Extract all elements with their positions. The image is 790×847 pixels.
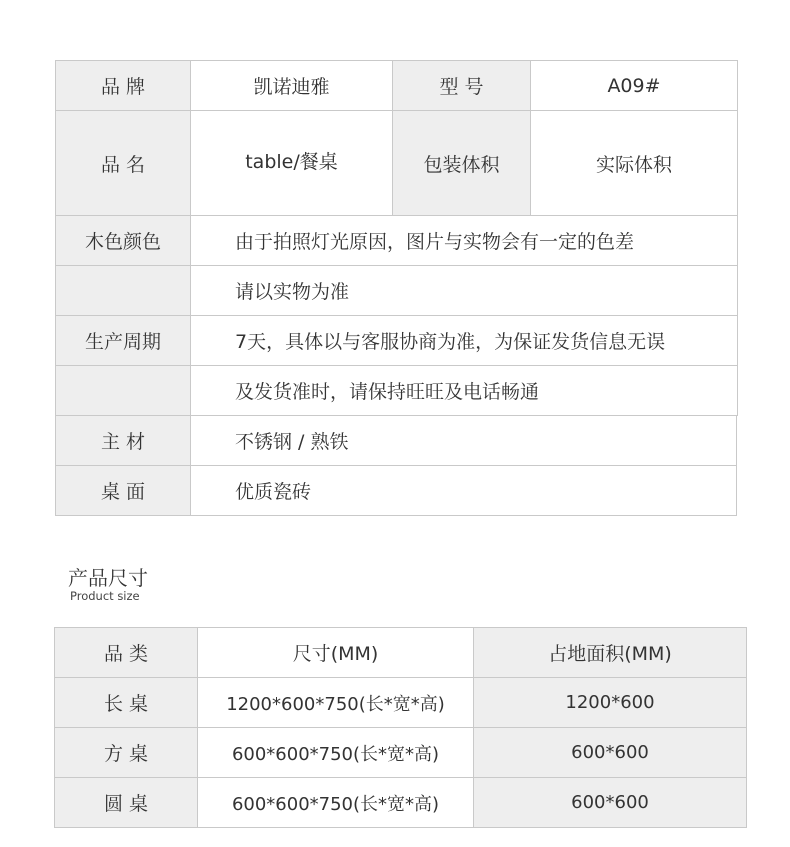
- header-dimensions: 尺寸(MM): [197, 627, 474, 678]
- wood-color-note-2: 请以实物为准: [190, 265, 738, 316]
- header-footprint: 占地面积(MM): [473, 627, 747, 678]
- header-category: 品 类: [54, 627, 198, 678]
- wood-color-label-continued: [55, 265, 191, 316]
- material-label: 主 材: [55, 415, 191, 466]
- row-category: 方 桌: [54, 727, 198, 778]
- name-value: table/餐桌: [190, 110, 393, 216]
- row-dimensions: 1200*600*750(长*宽*高): [197, 677, 474, 728]
- name-label: 品 名: [55, 110, 191, 216]
- brand-label: 品 牌: [55, 60, 191, 111]
- actual-volume-label: 实际体积: [530, 110, 738, 216]
- section-title: 产品尺寸: [68, 566, 148, 590]
- row-category: 圆 桌: [54, 777, 198, 828]
- row-dimensions: 600*600*750(长*宽*高): [197, 777, 474, 828]
- row-category: 长 桌: [54, 677, 198, 728]
- top-label: 桌 面: [55, 465, 191, 516]
- package-volume-label: 包装体积: [392, 110, 531, 216]
- row-dimensions: 600*600*750(长*宽*高): [197, 727, 474, 778]
- model-label: 型 号: [392, 60, 531, 111]
- wood-color-note-1: 由于拍照灯光原因，图片与实物会有一定的色差: [190, 215, 738, 266]
- production-note-2: 及发货准时，请保持旺旺及电话畅通: [190, 365, 738, 416]
- row-footprint: 1200*600: [473, 677, 747, 728]
- production-label-continued: [55, 365, 191, 416]
- material-value: 不锈钢 / 熟铁: [190, 415, 737, 466]
- row-footprint: 600*600: [473, 727, 747, 778]
- production-label: 生产周期: [55, 315, 191, 366]
- wood-color-label: 木色颜色: [55, 215, 191, 266]
- section-subtitle: Product size: [70, 589, 140, 603]
- brand-value: 凯诺迪雅: [190, 60, 393, 111]
- top-value: 优质瓷砖: [190, 465, 737, 516]
- model-value: A09#: [530, 60, 738, 111]
- production-note-1: 7天，具体以与客服协商为准，为保证发货信息无误: [190, 315, 738, 366]
- row-footprint: 600*600: [473, 777, 747, 828]
